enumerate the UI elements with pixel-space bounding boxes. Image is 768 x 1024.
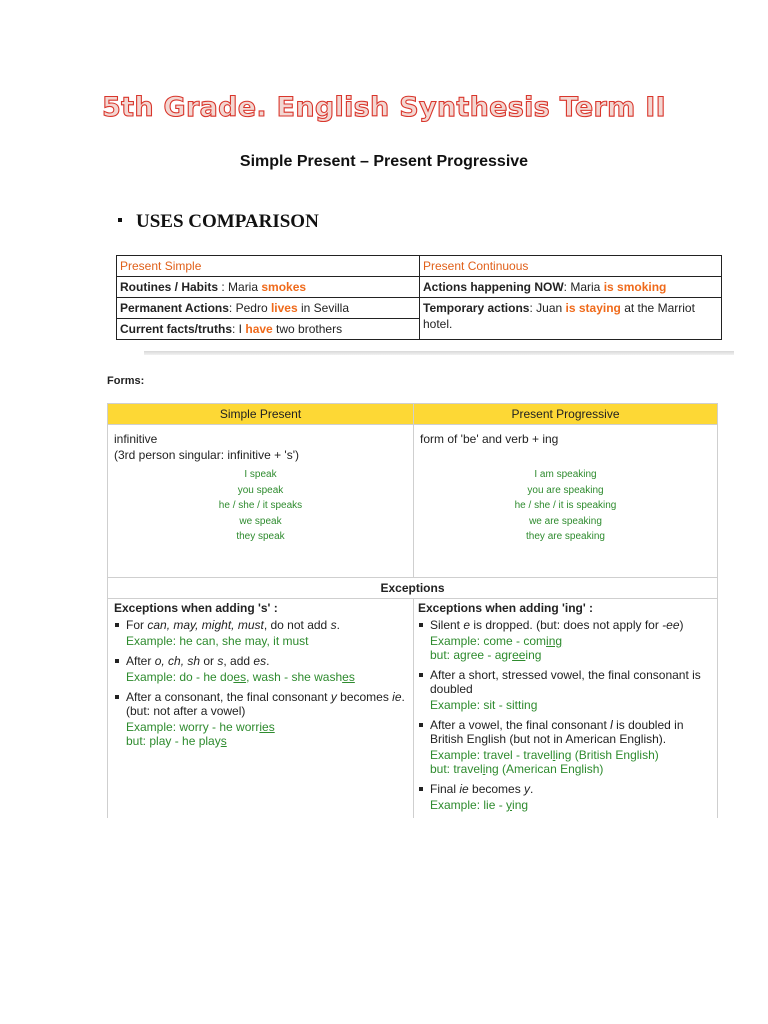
- text: es: [253, 654, 267, 668]
- list-item: we speak: [239, 515, 282, 527]
- bullet-icon: [419, 787, 423, 791]
- list-item: he / she / it speaks: [218, 500, 303, 511]
- text: After: [126, 654, 155, 668]
- table-row: [108, 599, 718, 819]
- exceptions-ing-list: [418, 782, 711, 796]
- cell-text: : I: [232, 322, 246, 336]
- cell-content: [414, 425, 717, 551]
- cell-text: two brothers: [272, 322, 343, 336]
- table-cell: [117, 277, 420, 298]
- bullet-icon: [419, 723, 423, 727]
- list-item: we are speaking: [529, 515, 602, 527]
- text: ee: [512, 648, 526, 662]
- cell-text: at the Marriot hotel.: [423, 301, 695, 331]
- forms-table: [107, 403, 718, 818]
- text: or: [200, 654, 218, 668]
- text: .: [530, 782, 534, 796]
- cell-text: : Pedro: [228, 301, 271, 315]
- table-row: [117, 298, 722, 319]
- bullet-icon: [419, 673, 423, 677]
- list-item: he / she / it is speaking: [514, 500, 617, 511]
- list-item: [418, 782, 711, 796]
- list-item: I am speaking: [534, 469, 597, 480]
- example-line: [114, 734, 407, 748]
- text: i: [482, 762, 486, 776]
- text: After a short, stressed vowel, the final consonant is doubled: [430, 668, 701, 696]
- text: ): [679, 618, 684, 632]
- text: ies: [259, 720, 275, 734]
- text: l: [610, 718, 613, 732]
- cell-content: [108, 425, 413, 551]
- list-item: they are speaking: [526, 531, 605, 542]
- header-simple-present: Simple Present: [108, 404, 414, 425]
- list-item: [418, 668, 711, 696]
- conjugation-list: [114, 467, 407, 545]
- example-line: [418, 748, 711, 762]
- exceptions-s-list: [114, 654, 407, 668]
- text: can, may, might, must: [147, 618, 264, 632]
- verb-highlight: is smoking: [603, 280, 667, 294]
- text: ie: [459, 782, 469, 796]
- verb-highlight: have: [245, 322, 273, 336]
- bullet-icon: [115, 659, 119, 663]
- uses-comparison-table: [116, 255, 722, 340]
- list-item: [114, 654, 407, 668]
- verb-highlight: smokes: [261, 280, 307, 294]
- rule-text: form of 'be' and verb + ing: [420, 432, 559, 446]
- table-cell: [414, 599, 718, 819]
- text: y: [506, 798, 513, 812]
- text: becomes: [468, 782, 525, 796]
- cell-text: in Sevilla: [297, 301, 350, 315]
- list-item: [114, 690, 407, 718]
- list-item: you speak: [237, 484, 284, 496]
- exceptions-ing-list: [418, 718, 711, 746]
- list-item: you are speaking: [527, 484, 604, 496]
- text: becomes: [336, 690, 393, 704]
- exceptions-ing-heading: Exceptions when adding 'ing' :: [418, 601, 594, 615]
- text: Example: travel - travel: [430, 748, 553, 762]
- table-row: [117, 256, 722, 277]
- divider-shadow: [144, 351, 734, 355]
- text: .: [336, 618, 340, 632]
- text: ing: [525, 648, 542, 662]
- table-cell: [420, 298, 722, 340]
- text: Silent: [430, 618, 464, 632]
- text: Example: worry - he worr: [126, 720, 260, 734]
- exceptions-s-list: [114, 690, 407, 718]
- table-row: [108, 404, 718, 425]
- table-cell: [420, 277, 722, 298]
- text: s: [220, 734, 227, 748]
- text: but: travel: [430, 762, 483, 776]
- text: y: [524, 782, 531, 796]
- text: Example: come - com: [430, 634, 547, 648]
- text: e: [463, 618, 471, 632]
- document-title: 5th Grade. English Synthesis Term II: [102, 92, 666, 123]
- list-item: [418, 718, 711, 746]
- text: s: [217, 654, 224, 668]
- table-cell: [108, 599, 414, 819]
- document-subtitle: Simple Present – Present Progressive: [239, 153, 529, 170]
- exceptions-s-heading: Exceptions when adding 's' :: [114, 601, 278, 615]
- cell-text: : Juan: [529, 301, 566, 315]
- text: -ee: [662, 618, 680, 632]
- table-cell: [117, 319, 420, 340]
- example-line: [418, 798, 711, 812]
- list-item: [418, 618, 711, 632]
- text: ing: [512, 798, 529, 812]
- text: o, ch, sh: [154, 654, 201, 668]
- text: , wash - she wash: [246, 670, 343, 684]
- cell-text: : Maria: [563, 280, 604, 294]
- rule-text: infinitive: [114, 432, 158, 446]
- text: ng (American English): [485, 762, 604, 776]
- text: is dropped. (but: does not apply for: [470, 618, 663, 632]
- text: , add: [223, 654, 254, 668]
- row-label: Actions happening NOW: [423, 280, 564, 294]
- text: but: play - he play: [126, 734, 221, 748]
- text: . (but: not after a vowel): [126, 690, 405, 718]
- table-cell: [414, 425, 718, 578]
- rule-text: (3rd person singular: infinitive + 's'): [114, 448, 299, 462]
- verb-highlight: lives: [270, 301, 298, 315]
- table-cell: [117, 298, 420, 319]
- text: Example: do - he do: [126, 670, 234, 684]
- example-line: Example: he can, she may, it must: [126, 634, 309, 648]
- exceptions-ing-list: [418, 618, 711, 632]
- text: ie: [392, 690, 402, 704]
- exceptions-header: Exceptions: [108, 578, 718, 599]
- row-label: Current facts/truths: [120, 322, 233, 336]
- header-present-progressive: Present Progressive: [414, 404, 718, 425]
- example-line: Example: sit - sitting: [430, 698, 538, 712]
- cell-text: : Maria: [218, 280, 262, 294]
- conjugation-list: [420, 467, 711, 545]
- uses-heading-text: USES COMPARISON: [136, 211, 319, 232]
- table-row: [108, 425, 718, 578]
- row-label: Temporary actions: [423, 301, 530, 315]
- bullet-icon: [419, 623, 423, 627]
- text: s: [330, 618, 337, 632]
- list-item: they speak: [236, 531, 285, 542]
- table-row: [117, 277, 722, 298]
- text: is doubled in British English (but not in American English).: [430, 718, 684, 746]
- text: ing (British English): [555, 748, 659, 762]
- header-present-simple: Present Simple: [117, 256, 420, 277]
- text: ing: [546, 634, 563, 648]
- text: but: agree - agr: [430, 648, 513, 662]
- text: After a consonant, the final consonant: [126, 690, 331, 704]
- text: After a vowel, the final consonant: [430, 718, 611, 732]
- row-label: Routines / Habits: [120, 280, 219, 294]
- table-cell: [108, 425, 414, 578]
- list-item: I speak: [244, 469, 277, 480]
- cell-content: [108, 599, 413, 760]
- exceptions-ing-list: [418, 668, 711, 696]
- text: es: [233, 670, 247, 684]
- bullet-icon: [115, 623, 119, 627]
- example-line: [114, 720, 407, 734]
- text: , do not add: [263, 618, 331, 632]
- text: Final: [430, 782, 460, 796]
- example-line: [114, 670, 407, 684]
- header-present-continuous: Present Continuous: [420, 256, 722, 277]
- text: y: [330, 690, 337, 704]
- example-line: [418, 634, 711, 648]
- forms-label: Forms:: [107, 375, 145, 387]
- exceptions-s-list: [114, 618, 407, 632]
- example-line: [418, 648, 711, 662]
- text: For: [126, 618, 148, 632]
- row-label: Permanent Actions: [120, 301, 229, 315]
- bullet-icon: [115, 695, 119, 699]
- text: es: [342, 670, 355, 684]
- text: l: [552, 748, 556, 762]
- table-row: [108, 578, 718, 599]
- uses-comparison-heading: [118, 211, 319, 233]
- text: Example: lie -: [430, 798, 507, 812]
- list-item: [114, 618, 407, 632]
- text: .: [266, 654, 270, 668]
- verb-highlight: is staying: [565, 301, 621, 315]
- example-line: [418, 762, 711, 776]
- bullet-icon: [118, 218, 122, 222]
- cell-content: [414, 599, 717, 818]
